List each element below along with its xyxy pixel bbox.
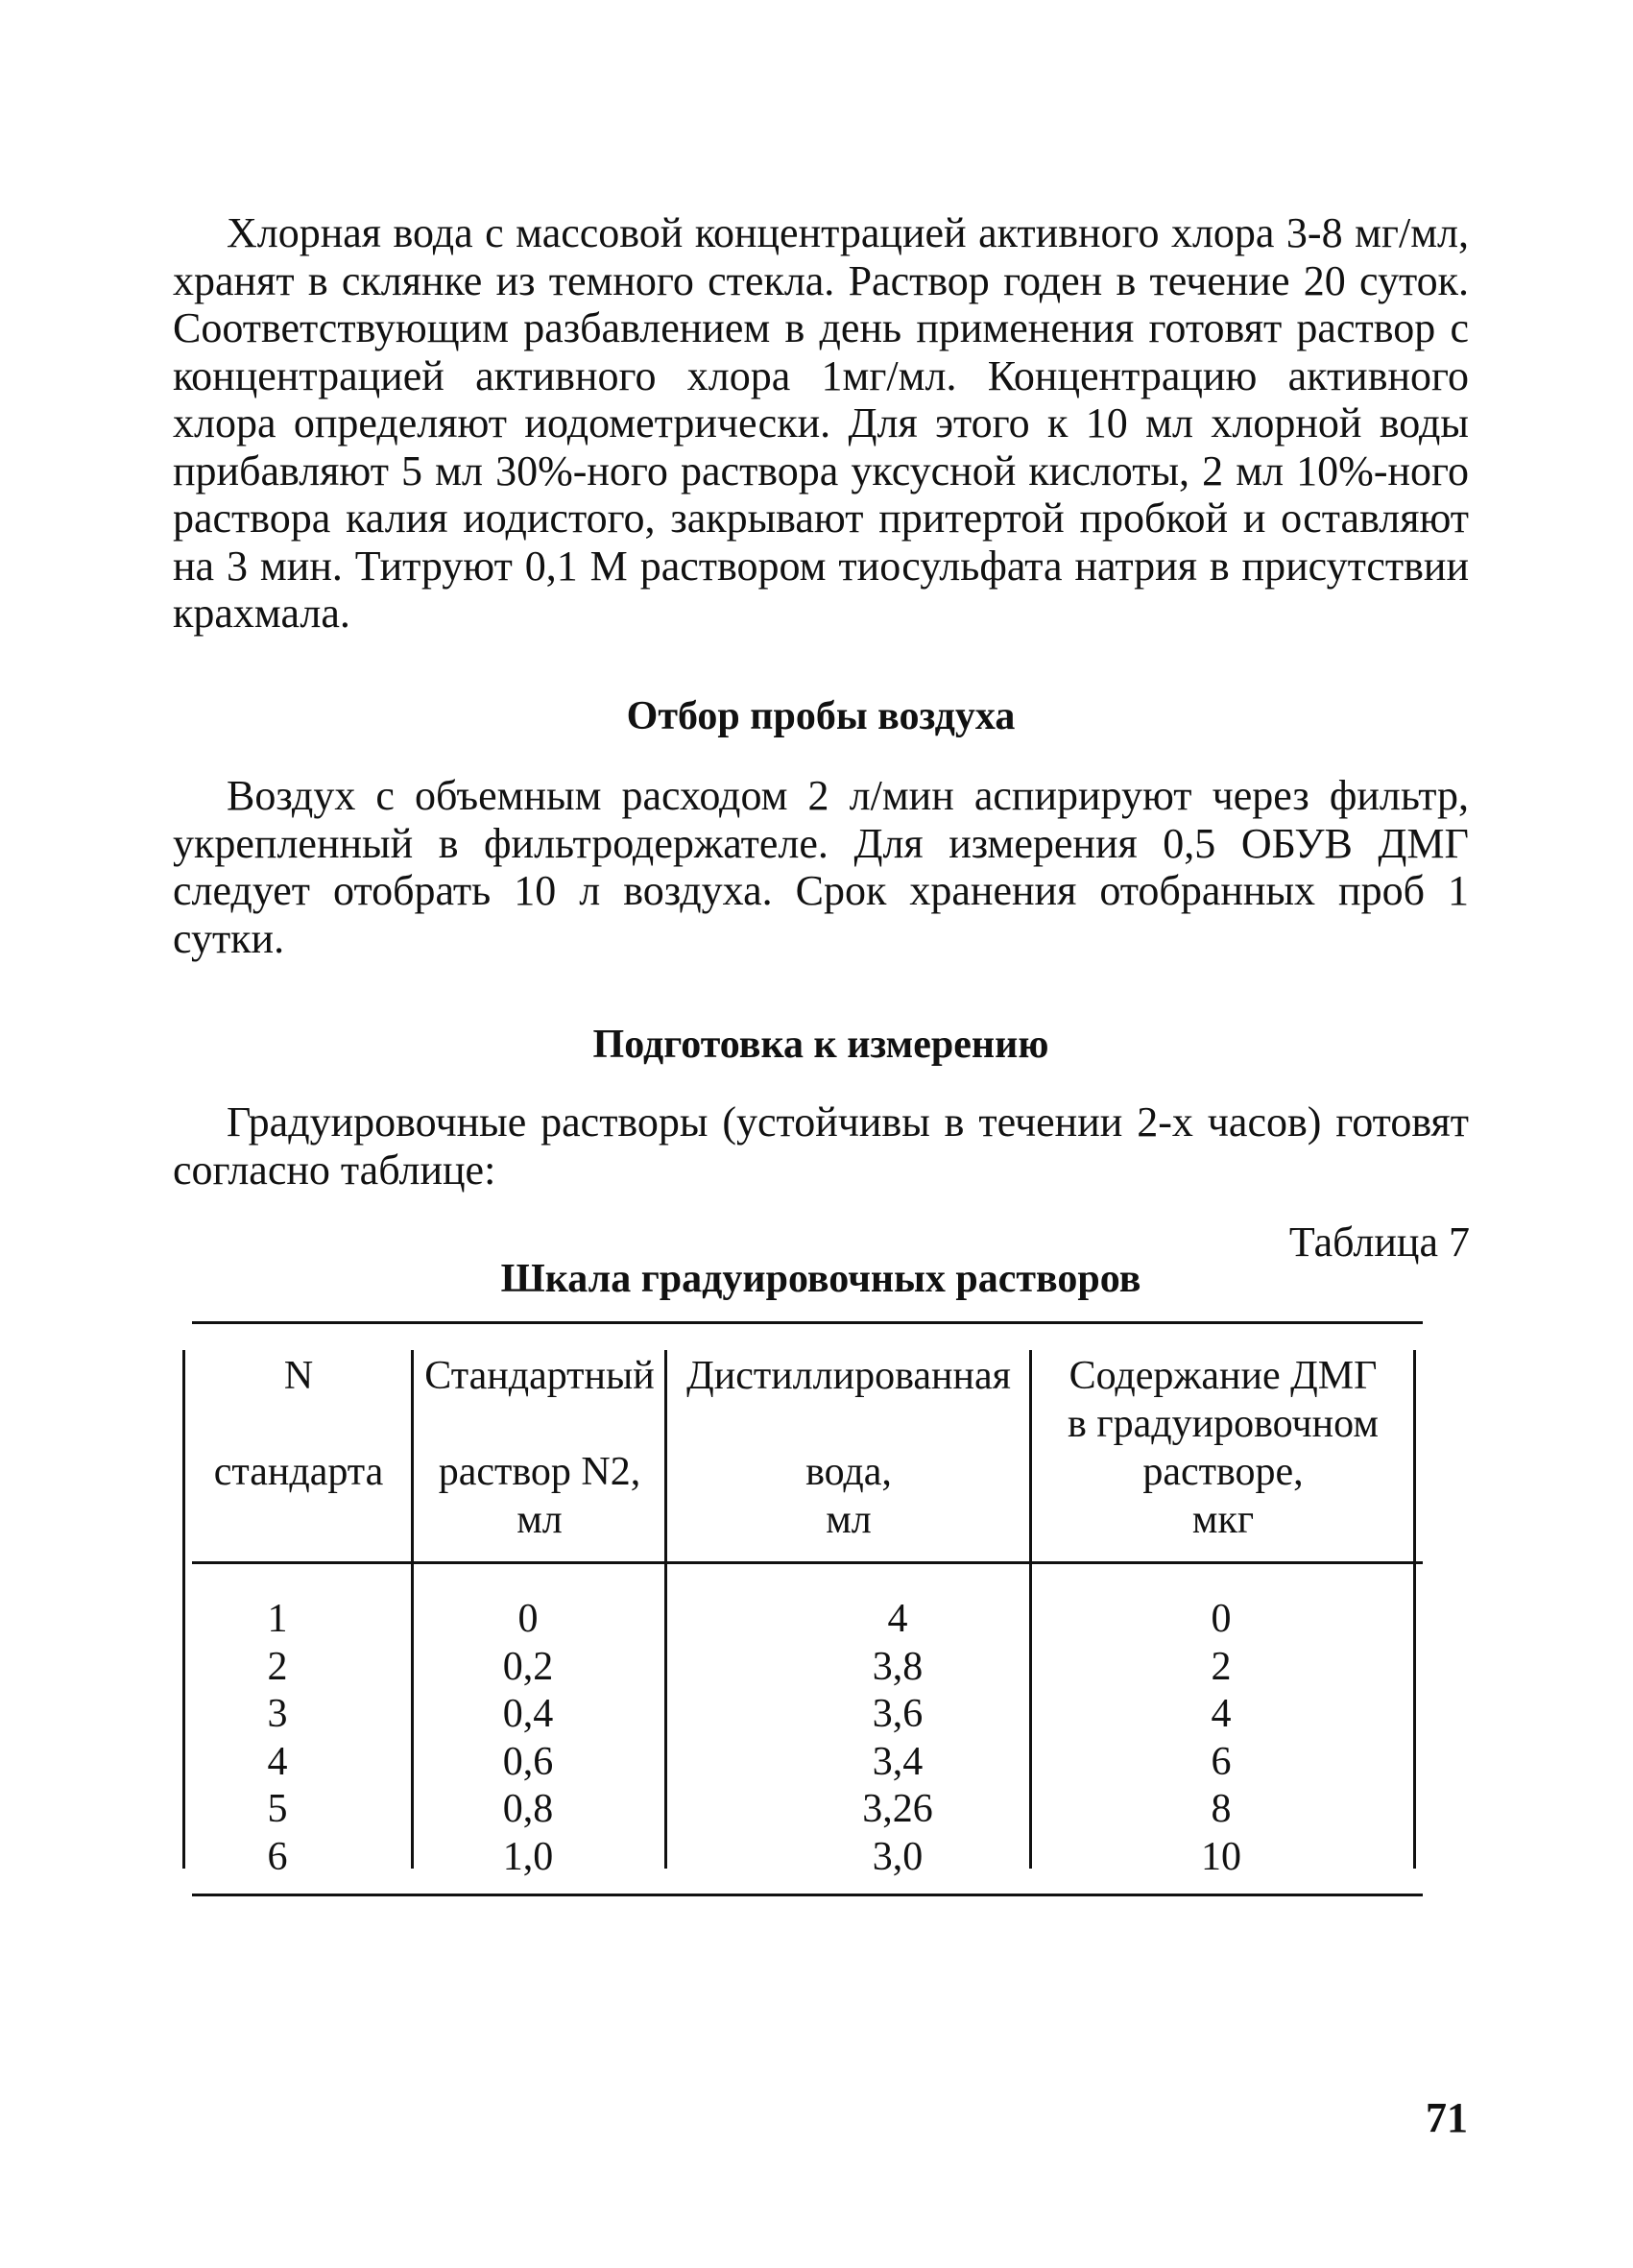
table-cell: 0,6 bbox=[502, 1739, 554, 1784]
header-distilled-water: Дистиллированная вода, мл bbox=[686, 1354, 1011, 1542]
column-standard-solution bbox=[461, 1596, 595, 1881]
table-cell: 4 bbox=[1211, 1692, 1232, 1736]
table-cell: 4 bbox=[267, 1739, 288, 1784]
table-cell: 5 bbox=[267, 1787, 288, 1831]
table-left-border bbox=[182, 1350, 185, 1869]
paragraph-air-sampling: Воздух с объемным расходом 2 л/мин аспирируют через фильтр, укрепленный в фильтродержателе. Для измерения 0,5 ОБУВ ДМГ следует отобрать 10 л воздуха. Срок хранения отобранных проб 1 сутки. bbox=[173, 772, 1469, 962]
table-cell: 0,8 bbox=[502, 1787, 554, 1831]
header-standard-solution: Стандартный раствор N2, мл bbox=[424, 1354, 655, 1542]
table-cell: 0 bbox=[1211, 1597, 1232, 1641]
table-col-divider-3 bbox=[1029, 1350, 1032, 1869]
table-cell: 0,4 bbox=[502, 1692, 554, 1736]
table-top-rule bbox=[192, 1321, 1423, 1324]
table-cell: 3,0 bbox=[872, 1834, 924, 1879]
table-cell: 8 bbox=[1211, 1787, 1232, 1831]
table-cell: 0,2 bbox=[502, 1644, 554, 1689]
table-cell: 10 bbox=[1201, 1834, 1241, 1879]
page-number: 71 bbox=[1426, 2094, 1468, 2141]
heading-air-sampling: Отбор пробы воздуха bbox=[626, 694, 1016, 738]
column-standard-number bbox=[186, 1596, 369, 1881]
table-cell: 6 bbox=[267, 1834, 288, 1879]
table-cell: 2 bbox=[267, 1644, 288, 1689]
paragraph-calibration-solutions: Градуировочные растворы (устойчивы в течении 2-х часов) готовят согласно таблице: bbox=[173, 1098, 1469, 1194]
table-cell: 1,0 bbox=[502, 1834, 554, 1879]
column-dmg-content bbox=[1164, 1596, 1279, 1881]
header-standard-number: N стандарта bbox=[213, 1354, 384, 1494]
table-cell: 0 bbox=[517, 1597, 539, 1641]
column-distilled-water bbox=[826, 1596, 970, 1881]
table-title: Шкала градуировочных растворов bbox=[500, 1257, 1141, 1301]
table-cell: 3,8 bbox=[872, 1644, 924, 1689]
table-cell: 3 bbox=[267, 1692, 288, 1736]
table-cell: 6 bbox=[1211, 1739, 1232, 1784]
table-cell: 1 bbox=[267, 1597, 288, 1641]
table-header-rule bbox=[192, 1561, 1423, 1564]
table-col-divider-2 bbox=[664, 1350, 667, 1869]
table-right-border bbox=[1413, 1350, 1416, 1869]
table-cell: 4 bbox=[887, 1597, 908, 1641]
table-bottom-rule bbox=[192, 1894, 1423, 1896]
table-cell: 3,4 bbox=[872, 1739, 924, 1784]
header-dmg-content: Содержание ДМГ в градуировочном растворе, мкг bbox=[1068, 1354, 1379, 1542]
table-cell: 3,26 bbox=[862, 1787, 933, 1831]
table-cell: 2 bbox=[1211, 1644, 1232, 1689]
table-col-divider-1 bbox=[411, 1350, 414, 1869]
table-cell: 3,6 bbox=[872, 1692, 924, 1736]
table-number: Таблица 7 bbox=[1288, 1218, 1470, 1266]
paragraph-chlorine-water: Хлорная вода с массовой концентрацией активного хлора 3-8 мг/мл, хранят в склянке из темного стекла. Раствор годен в течение 20 суток. Соответствующим разбавлением в день применения готовят раствор с концентрацией активного хлора 1мг/мл. Концентрацию активного хлора определяют иодометрически. Для этого к 10 мл хлорной воды прибавляют 5 мл 30%-ного раствора уксусной кислоты, 2 мл 10%-ного раствора калия иодистого, закрывают притертой пробкой и оставляют на 3 мин. Титруют 0,1 М раствором тиосульфата натрия в присутствии крахмала. bbox=[173, 209, 1469, 637]
heading-measurement-preparation: Подготовка к измерению bbox=[592, 1023, 1049, 1067]
